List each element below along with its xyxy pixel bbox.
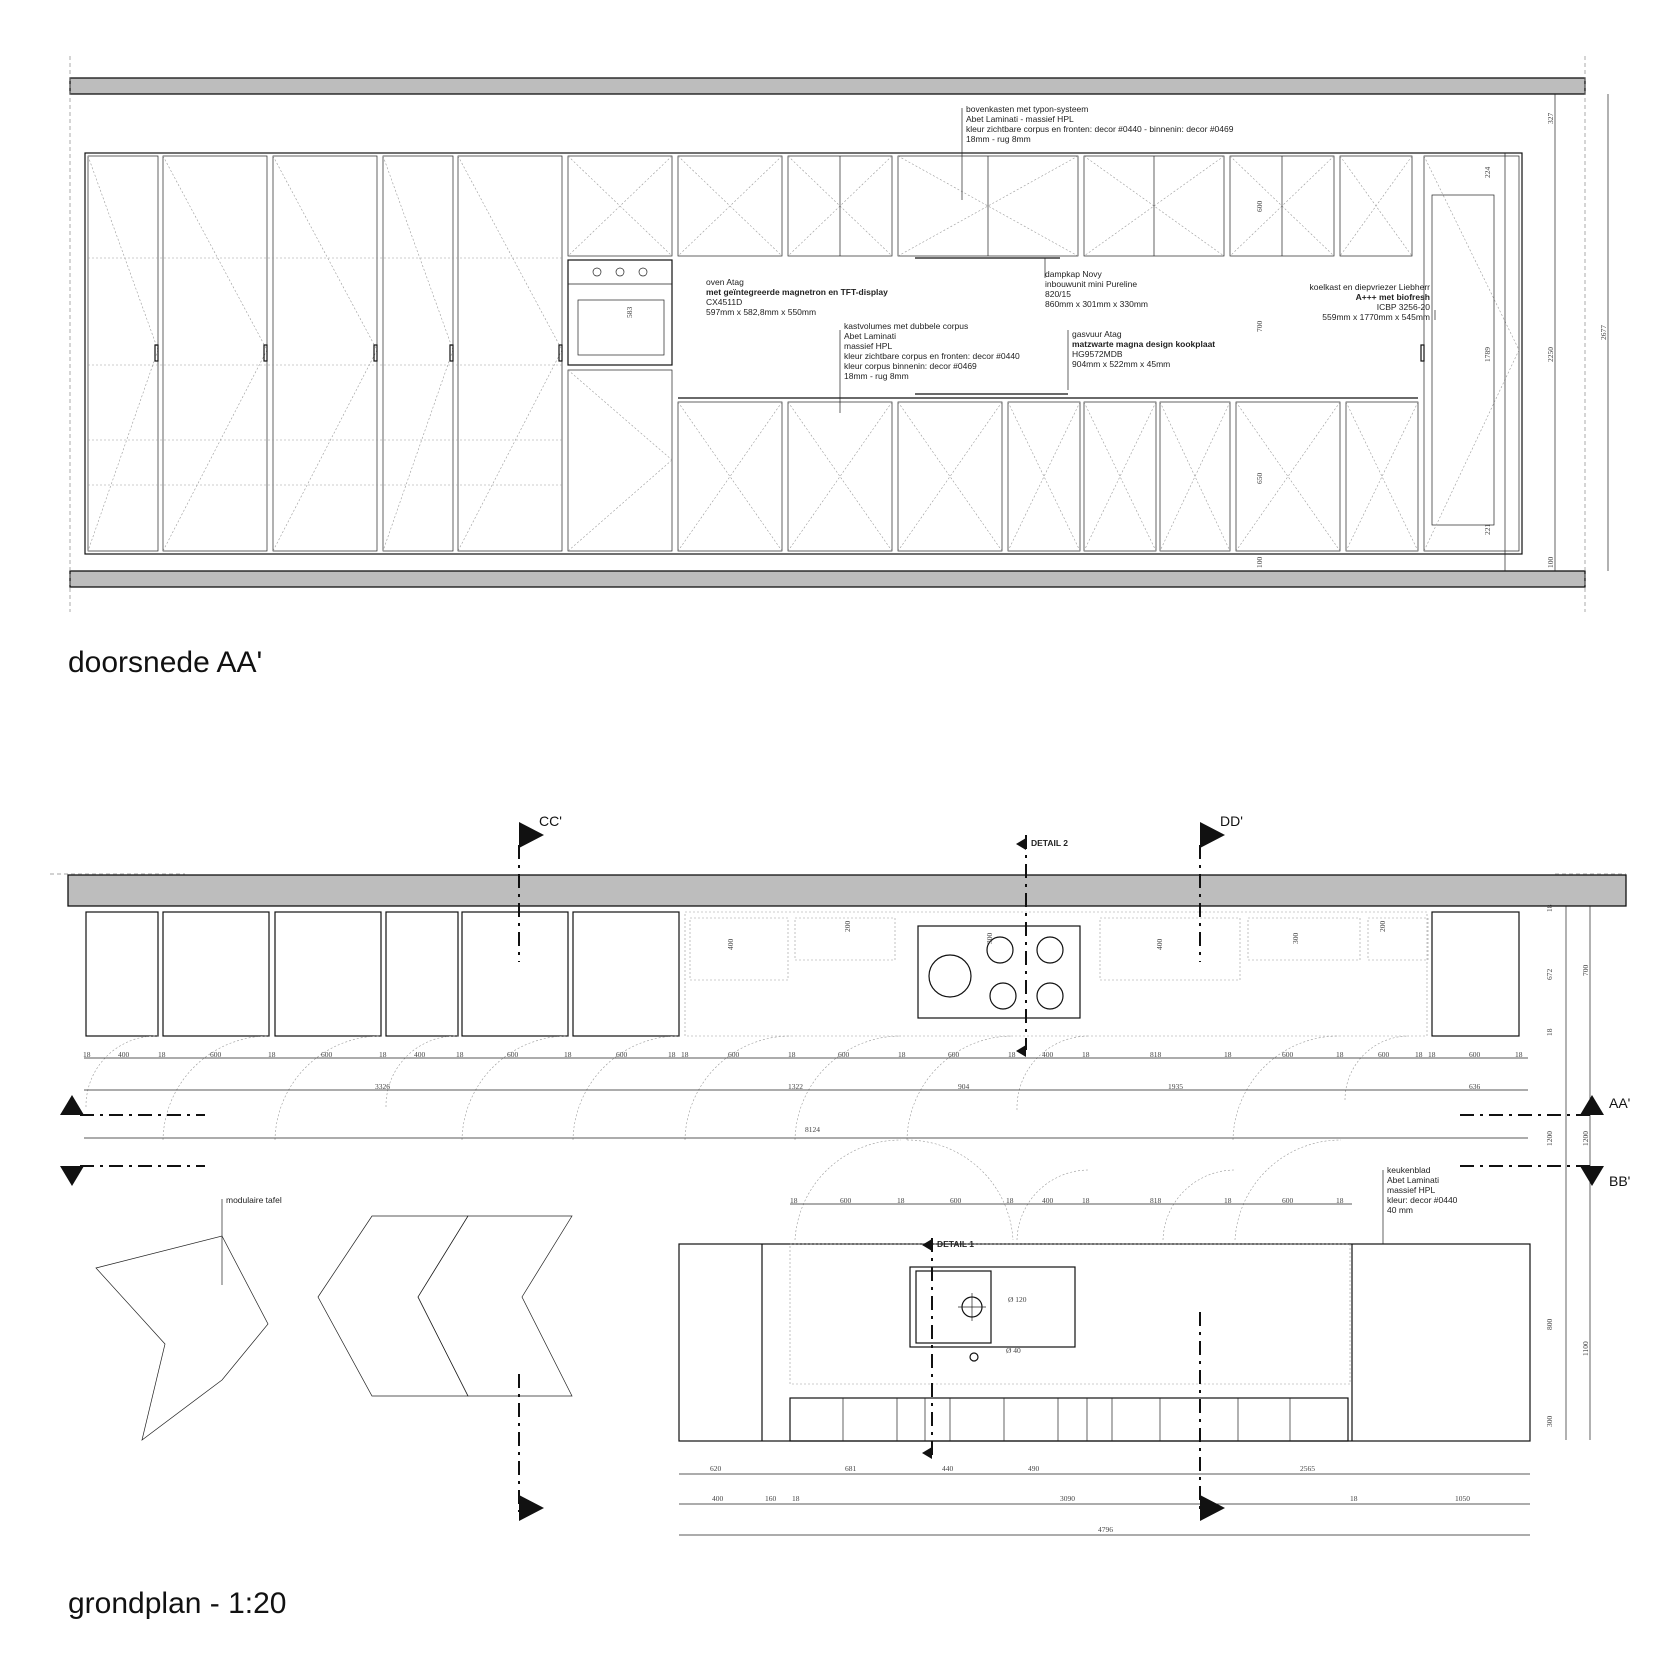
svg-text:400: 400	[1042, 1196, 1054, 1205]
svg-text:18: 18	[897, 1196, 905, 1205]
svg-text:18: 18	[268, 1050, 276, 1059]
svg-text:700: 700	[1581, 964, 1590, 976]
svg-text:600: 600	[950, 1196, 962, 1205]
svg-text:400: 400	[118, 1050, 130, 1059]
svg-text:600: 600	[840, 1196, 852, 1205]
note-upper-cabinets	[966, 104, 1234, 144]
back-wall	[68, 875, 1626, 906]
svg-text:400: 400	[726, 938, 735, 950]
svg-text:3090: 3090	[1060, 1494, 1075, 1503]
svg-text:600: 600	[616, 1050, 628, 1059]
section-marker-cc[interactable]	[519, 813, 562, 848]
svg-text:18: 18	[1336, 1196, 1344, 1205]
svg-text:DETAIL 2: DETAIL 2	[1031, 838, 1068, 848]
sink-drain-dim: Ø 120	[1008, 1295, 1027, 1304]
svg-text:18: 18	[83, 1050, 91, 1059]
dim-2677: 2677	[1599, 325, 1608, 340]
svg-text:160: 160	[765, 1494, 777, 1503]
note-gas-hob	[1072, 329, 1215, 369]
svg-text:200: 200	[843, 920, 852, 932]
section-dimensions	[1255, 94, 1608, 571]
svg-text:18: 18	[456, 1050, 464, 1059]
svg-text:1100: 1100	[1581, 1341, 1590, 1356]
svg-text:18: 18	[1415, 1050, 1423, 1059]
plan-right-dims	[1545, 904, 1590, 1440]
dim-1789: 1789	[1483, 347, 1492, 362]
svg-text:8124: 8124	[805, 1125, 820, 1134]
svg-text:904mm x 522mm x 45mm: 904mm x 522mm x 45mm	[1072, 359, 1171, 369]
dim-2250: 2250	[1546, 347, 1555, 362]
section-marker-dd[interactable]	[1200, 813, 1243, 848]
note-hood	[1045, 269, 1148, 309]
svg-text:818: 818	[1150, 1050, 1162, 1059]
svg-text:40 mm: 40 mm	[1387, 1205, 1413, 1215]
svg-text:400: 400	[1155, 938, 1164, 950]
plan-tall-cabinets	[86, 912, 1519, 1036]
svg-text:Abet Laminati: Abet Laminati	[844, 331, 896, 341]
modular-table	[96, 1195, 572, 1440]
svg-text:600: 600	[1282, 1196, 1294, 1205]
note-cabinet-volumes	[844, 321, 1020, 381]
svg-text:koelkast en diepvriezer Liebhe: koelkast en diepvriezer Liebherr	[1309, 282, 1430, 292]
dim-650: 650	[1255, 472, 1264, 484]
svg-text:818: 818	[1150, 1196, 1162, 1205]
plan-title: grondplan - 1:20	[68, 1587, 287, 1620]
svg-text:DETAIL 1: DETAIL 1	[937, 1239, 974, 1249]
svg-text:Abet Laminati: Abet Laminati	[1387, 1175, 1439, 1185]
floor-slab	[70, 571, 1585, 587]
svg-text:559mm x 1770mm x 545mm: 559mm x 1770mm x 545mm	[1322, 312, 1430, 322]
dim-221: 221	[1483, 523, 1492, 535]
svg-text:keukenblad: keukenblad	[1387, 1165, 1431, 1175]
svg-text:636: 636	[1469, 1082, 1481, 1091]
dim-700: 700	[1255, 320, 1264, 332]
svg-text:kleur zichtbare corpus en fron: kleur zichtbare corpus en fronten: decor #0440 - binnenin: decor #0469	[966, 124, 1234, 134]
svg-text:18: 18	[898, 1050, 906, 1059]
svg-text:dampkap Novy: dampkap Novy	[1045, 269, 1102, 279]
svg-text:820/15: 820/15	[1045, 289, 1071, 299]
gas-hob	[918, 926, 1080, 1018]
svg-text:18: 18	[158, 1050, 166, 1059]
svg-text:Abet Laminati - massief HPL: Abet Laminati - massief HPL	[966, 114, 1074, 124]
oven-height-dim: 583	[625, 306, 634, 318]
sink	[910, 1267, 1075, 1347]
svg-text:490: 490	[1028, 1464, 1040, 1473]
svg-text:400: 400	[712, 1494, 724, 1503]
note-fridge	[1310, 282, 1431, 322]
svg-text:18: 18	[790, 1196, 798, 1205]
svg-text:400: 400	[414, 1050, 426, 1059]
svg-text:440: 440	[942, 1464, 954, 1473]
note-modular-table: modulaire tafel	[226, 1195, 282, 1205]
svg-text:300: 300	[1291, 932, 1300, 944]
oven-column	[568, 156, 672, 551]
svg-text:3326: 3326	[375, 1082, 390, 1091]
svg-text:kleur corpus binnenin: decor #: kleur corpus binnenin: decor #0469	[844, 361, 977, 371]
svg-text:kleur: decor #0440: kleur: decor #0440	[1387, 1195, 1458, 1205]
svg-text:massief HPL: massief HPL	[844, 341, 893, 351]
svg-text:600: 600	[1378, 1050, 1390, 1059]
svg-text:18: 18	[1224, 1050, 1232, 1059]
svg-text:18: 18	[1350, 1494, 1358, 1503]
svg-text:600: 600	[948, 1050, 960, 1059]
svg-text:18: 18	[788, 1050, 796, 1059]
svg-text:904: 904	[958, 1082, 970, 1091]
svg-text:18: 18	[1224, 1196, 1232, 1205]
section-marker-aa[interactable]	[60, 1095, 1630, 1115]
tap-dim: Ø 40	[1006, 1346, 1021, 1355]
note-countertop	[1383, 1165, 1458, 1244]
svg-text:ICBP 3256-20: ICBP 3256-20	[1376, 302, 1430, 312]
svg-text:A+++ met biofresh: A+++ met biofresh	[1355, 292, 1430, 302]
svg-text:600: 600	[1469, 1050, 1481, 1059]
section-elevation	[68, 56, 1608, 679]
floor-plan	[50, 813, 1630, 1620]
svg-text:600: 600	[507, 1050, 519, 1059]
svg-text:400: 400	[1042, 1050, 1054, 1059]
svg-text:oven Atag: oven Atag	[706, 277, 744, 287]
svg-text:massief HPL: massief HPL	[1387, 1185, 1436, 1195]
svg-text:800: 800	[1545, 1318, 1554, 1330]
svg-text:18: 18	[1082, 1050, 1090, 1059]
svg-text:200: 200	[1378, 920, 1387, 932]
detail-marker-2[interactable]	[1016, 838, 1068, 1057]
svg-text:600: 600	[838, 1050, 850, 1059]
section-title: doorsnede AA'	[68, 646, 263, 679]
svg-text:681: 681	[845, 1464, 857, 1473]
svg-text:BB': BB'	[1609, 1173, 1631, 1189]
svg-text:2565: 2565	[1300, 1464, 1315, 1473]
svg-text:18: 18	[1082, 1196, 1090, 1205]
svg-text:1050: 1050	[1455, 1494, 1470, 1503]
svg-text:18mm - rug 8mm: 18mm - rug 8mm	[966, 134, 1031, 144]
svg-text:bovenkasten met typon-systeem: bovenkasten met typon-systeem	[966, 104, 1089, 114]
tall-cabinets	[88, 156, 562, 551]
upper-cabinets	[678, 156, 1412, 258]
plan-dimension-row3	[84, 1125, 1528, 1138]
svg-text:300: 300	[1545, 1415, 1554, 1427]
plan-dimension-row2	[84, 1082, 1528, 1091]
svg-text:600: 600	[728, 1050, 740, 1059]
kitchen-island	[679, 1244, 1530, 1441]
svg-text:kastvolumes met dubbele corpus: kastvolumes met dubbele corpus	[844, 321, 969, 331]
ceiling-slab	[70, 78, 1585, 94]
svg-text:18: 18	[1515, 1050, 1523, 1059]
svg-text:18: 18	[1545, 1028, 1554, 1036]
svg-text:600: 600	[210, 1050, 222, 1059]
svg-text:18: 18	[1336, 1050, 1344, 1059]
svg-text:18: 18	[1428, 1050, 1436, 1059]
svg-text:4796: 4796	[1098, 1525, 1113, 1534]
svg-text:1200: 1200	[1545, 1131, 1554, 1146]
svg-text:672: 672	[1545, 968, 1554, 980]
svg-text:kleur zichtbare corpus en fron: kleur zichtbare corpus en fronten: decor #0440	[844, 351, 1020, 361]
dim-224: 224	[1483, 166, 1492, 178]
plan-bottom-dims	[679, 1464, 1530, 1535]
svg-text:600: 600	[321, 1050, 333, 1059]
plan-top-dims	[726, 921, 1387, 951]
cabinet-wall-outline	[85, 153, 1522, 554]
svg-text:18: 18	[1545, 904, 1554, 912]
svg-text:620: 620	[710, 1464, 722, 1473]
svg-text:18: 18	[792, 1494, 800, 1503]
svg-text:18: 18	[668, 1050, 676, 1059]
dim-327: 327	[1546, 112, 1555, 124]
svg-text:18: 18	[1006, 1196, 1014, 1205]
svg-text:gasvuur Atag: gasvuur Atag	[1072, 329, 1122, 339]
fridge-column	[1421, 156, 1519, 551]
svg-text:18: 18	[379, 1050, 387, 1059]
svg-text:met geïntegreerde magnetron en: met geïntegreerde magnetron en TFT-display	[706, 287, 888, 297]
svg-text:HG9572MDB: HG9572MDB	[1072, 349, 1123, 359]
svg-text:300: 300	[985, 932, 994, 944]
svg-text:1200: 1200	[1581, 1131, 1590, 1146]
svg-text:1322: 1322	[788, 1082, 803, 1091]
plan-dimension-row4	[790, 1196, 1352, 1205]
svg-text:1935: 1935	[1168, 1082, 1183, 1091]
dim-600: 600	[1255, 200, 1264, 212]
svg-text:860mm x 301mm x 330mm: 860mm x 301mm x 330mm	[1045, 299, 1148, 309]
svg-text:CC': CC'	[539, 813, 562, 829]
section-marker-cc-bottom	[519, 1495, 544, 1521]
detail-marker-1[interactable]	[922, 1239, 974, 1459]
svg-text:18mm - rug 8mm: 18mm - rug 8mm	[844, 371, 909, 381]
dim-100b: 100	[1255, 556, 1264, 568]
svg-text:AA': AA'	[1609, 1095, 1631, 1111]
dim-100: 100	[1546, 556, 1555, 568]
lower-cabinets	[678, 394, 1418, 551]
svg-text:inbouwunit mini Pureline: inbouwunit mini Pureline	[1045, 279, 1138, 289]
section-marker-dd-bottom	[1200, 1495, 1225, 1521]
svg-text:18: 18	[681, 1050, 689, 1059]
svg-text:matzwarte magna design kookpla: matzwarte magna design kookplaat	[1072, 339, 1216, 349]
svg-text:600: 600	[1282, 1050, 1294, 1059]
note-oven	[706, 277, 888, 317]
plan-dimension-row1	[83, 1050, 1528, 1059]
svg-text:18: 18	[564, 1050, 572, 1059]
svg-text:CX4511D: CX4511D	[706, 297, 743, 307]
svg-text:18: 18	[1008, 1050, 1016, 1059]
svg-text:597mm x 582,8mm x 550mm: 597mm x 582,8mm x 550mm	[706, 307, 817, 317]
svg-text:DD': DD'	[1220, 813, 1243, 829]
